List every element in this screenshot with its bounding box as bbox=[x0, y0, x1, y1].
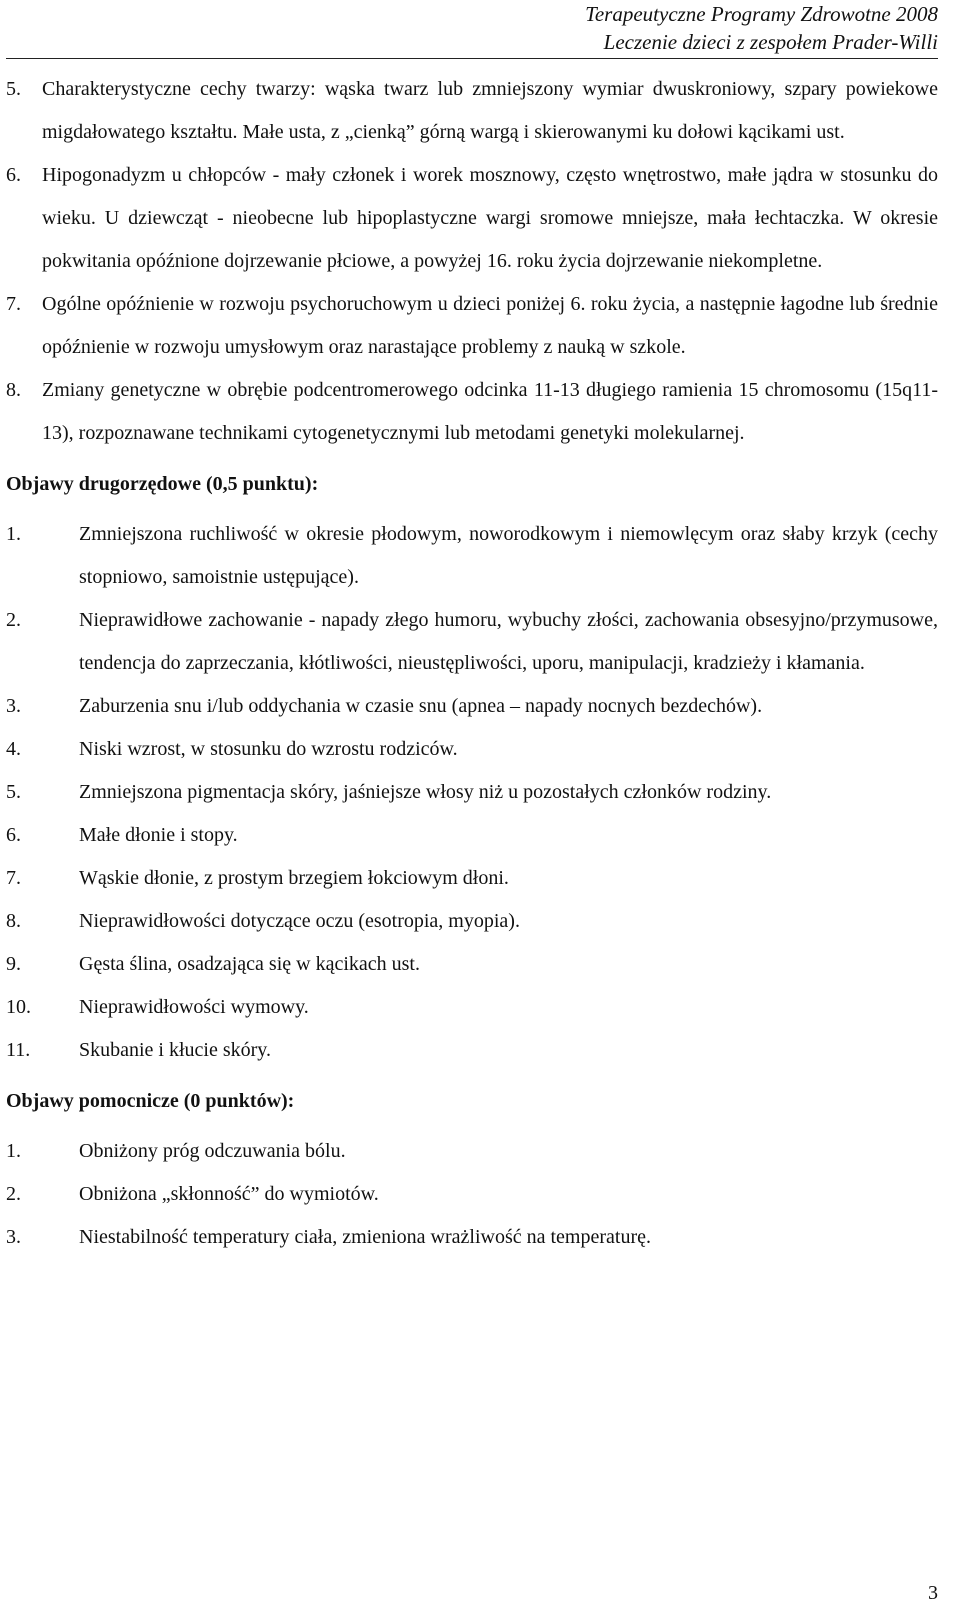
secondary-symptom-item bbox=[0, 986, 960, 1029]
secondary-symptoms-heading: Objawy drugorzędowe (0,5 punktu): bbox=[6, 473, 319, 495]
item-text: Nieprawidłowości wymowy. bbox=[79, 996, 309, 1018]
secondary-symptom-item bbox=[0, 1029, 960, 1072]
secondary-symptom-item bbox=[0, 685, 960, 728]
item-number: 7. bbox=[6, 867, 21, 889]
item-text: Zaburzenia snu i/lub oddychania w czasie snu (apnea – napady nocnych bezdechów). bbox=[79, 695, 763, 717]
major-criterion-item bbox=[0, 283, 960, 369]
item-text: Małe dłonie i stopy. bbox=[79, 824, 238, 846]
item-text: Zmniejszona pigmentacja skóry, jaśniejsze włosy niż u pozostałych członków rodziny. bbox=[79, 781, 772, 803]
secondary-symptom-item bbox=[0, 943, 960, 986]
supportive-symptoms-heading: Objawy pomocnicze (0 punktów): bbox=[6, 1090, 295, 1112]
item-number: 2. bbox=[6, 1183, 21, 1205]
item-number: 2. bbox=[6, 609, 21, 631]
item-number: 1. bbox=[6, 523, 21, 545]
item-text: Skubanie i kłucie skóry. bbox=[79, 1039, 272, 1061]
supportive-symptom-item bbox=[0, 1216, 960, 1259]
item-text: Wąskie dłonie, z prostym brzegiem łokciowym dłoni. bbox=[79, 867, 509, 889]
item-text: Niestabilność temperatury ciała, zmieniona wrażliwość na temperaturę. bbox=[79, 1226, 651, 1248]
item-number: 5. bbox=[6, 781, 21, 803]
item-number: 7. bbox=[6, 293, 21, 315]
secondary-symptom-item bbox=[0, 599, 960, 685]
item-number: 4. bbox=[6, 738, 21, 760]
item-text: Charakterystyczne cechy twarzy: wąska twarz lub zmniejszony wymiar dwuskroniowy, szpary powiekowe migdałowatego kształtu. Małe usta, z „cienką” górną wargą i skierowanymi ku dołowi kącikami ust. bbox=[42, 78, 938, 143]
header-divider bbox=[6, 58, 938, 59]
item-number: 5. bbox=[6, 78, 21, 100]
item-number: 1. bbox=[6, 1140, 21, 1162]
item-number: 8. bbox=[6, 910, 21, 932]
document-body bbox=[0, 68, 960, 1259]
item-text: Gęsta ślina, osadzająca się w kącikach ust. bbox=[79, 953, 420, 975]
item-text: Zmiany genetyczne w obrębie podcentromerowego odcinka 11-13 długiego ramienia 15 chromosomu (15q11-13), rozpoznawane technikami cytogenetycznymi lub metodami genetyki molekularnej. bbox=[42, 379, 938, 444]
item-text: Hipogonadyzm u chłopców - mały członek i worek mosznowy, często wnętrostwo, małe jądra w stosunku do wieku. U dziewcząt - nieobecne lub hipoplastyczne wargi sromowe mniejsze, mała łechtaczka. W okresie pokwitania opóźnione dojrzewanie płciowe, a powyżej 16. roku życia dojrzewanie niekompletne. bbox=[42, 164, 938, 272]
item-number: 10. bbox=[6, 996, 31, 1018]
item-number: 6. bbox=[6, 824, 21, 846]
secondary-symptom-item bbox=[0, 771, 960, 814]
header-title: Terapeutyczne Programy Zdrowotne 2008 bbox=[585, 2, 938, 26]
item-text: Niski wzrost, w stosunku do wzrostu rodziców. bbox=[79, 738, 458, 760]
secondary-symptom-item bbox=[0, 857, 960, 900]
item-text: Obniżony próg odczuwania bólu. bbox=[79, 1140, 346, 1162]
major-criterion-item bbox=[0, 154, 960, 283]
secondary-symptom-item bbox=[0, 728, 960, 771]
item-number: 9. bbox=[6, 953, 21, 975]
item-text: Ogólne opóźnienie w rozwoju psychoruchowym u dzieci poniżej 6. roku życia, a następnie łagodne lub średnie opóźnienie w rozwoju umysłowym oraz narastające problemy z nauką w szkole. bbox=[42, 293, 938, 358]
item-text: Nieprawidłowości dotyczące oczu (esotropia, myopia). bbox=[79, 910, 520, 932]
item-number: 3. bbox=[6, 1226, 21, 1248]
supportive-symptom-item bbox=[0, 1173, 960, 1216]
major-criterion-item bbox=[0, 369, 960, 455]
supportive-symptom-item bbox=[0, 1130, 960, 1173]
header-subtitle: Leczenie dzieci z zespołem Prader-Willi bbox=[603, 30, 938, 54]
page-number: 3 bbox=[928, 1582, 938, 1604]
item-number: 3. bbox=[6, 695, 21, 717]
item-text: Nieprawidłowe zachowanie - napady złego humoru, wybuchy złości, zachowania obsesyjno/przymusowe, tendencja do zaprzeczania, kłótliwości, nieustępliwości, uporu, manipulacji, kradzieży i kłamania. bbox=[79, 609, 938, 674]
item-text: Zmniejszona ruchliwość w okresie płodowym, noworodkowym i niemowlęcym oraz słaby krzyk (cechy stopniowo, samoistnie ustępujące). bbox=[79, 523, 938, 588]
item-number: 11. bbox=[6, 1039, 31, 1061]
item-number: 8. bbox=[6, 379, 21, 401]
secondary-symptom-item bbox=[0, 814, 960, 857]
secondary-symptom-item bbox=[0, 513, 960, 599]
major-criterion-item bbox=[0, 68, 960, 154]
item-text: Obniżona „skłonność” do wymiotów. bbox=[79, 1183, 379, 1205]
item-number: 6. bbox=[6, 164, 21, 186]
running-header bbox=[585, 0, 938, 56]
secondary-symptom-item bbox=[0, 900, 960, 943]
